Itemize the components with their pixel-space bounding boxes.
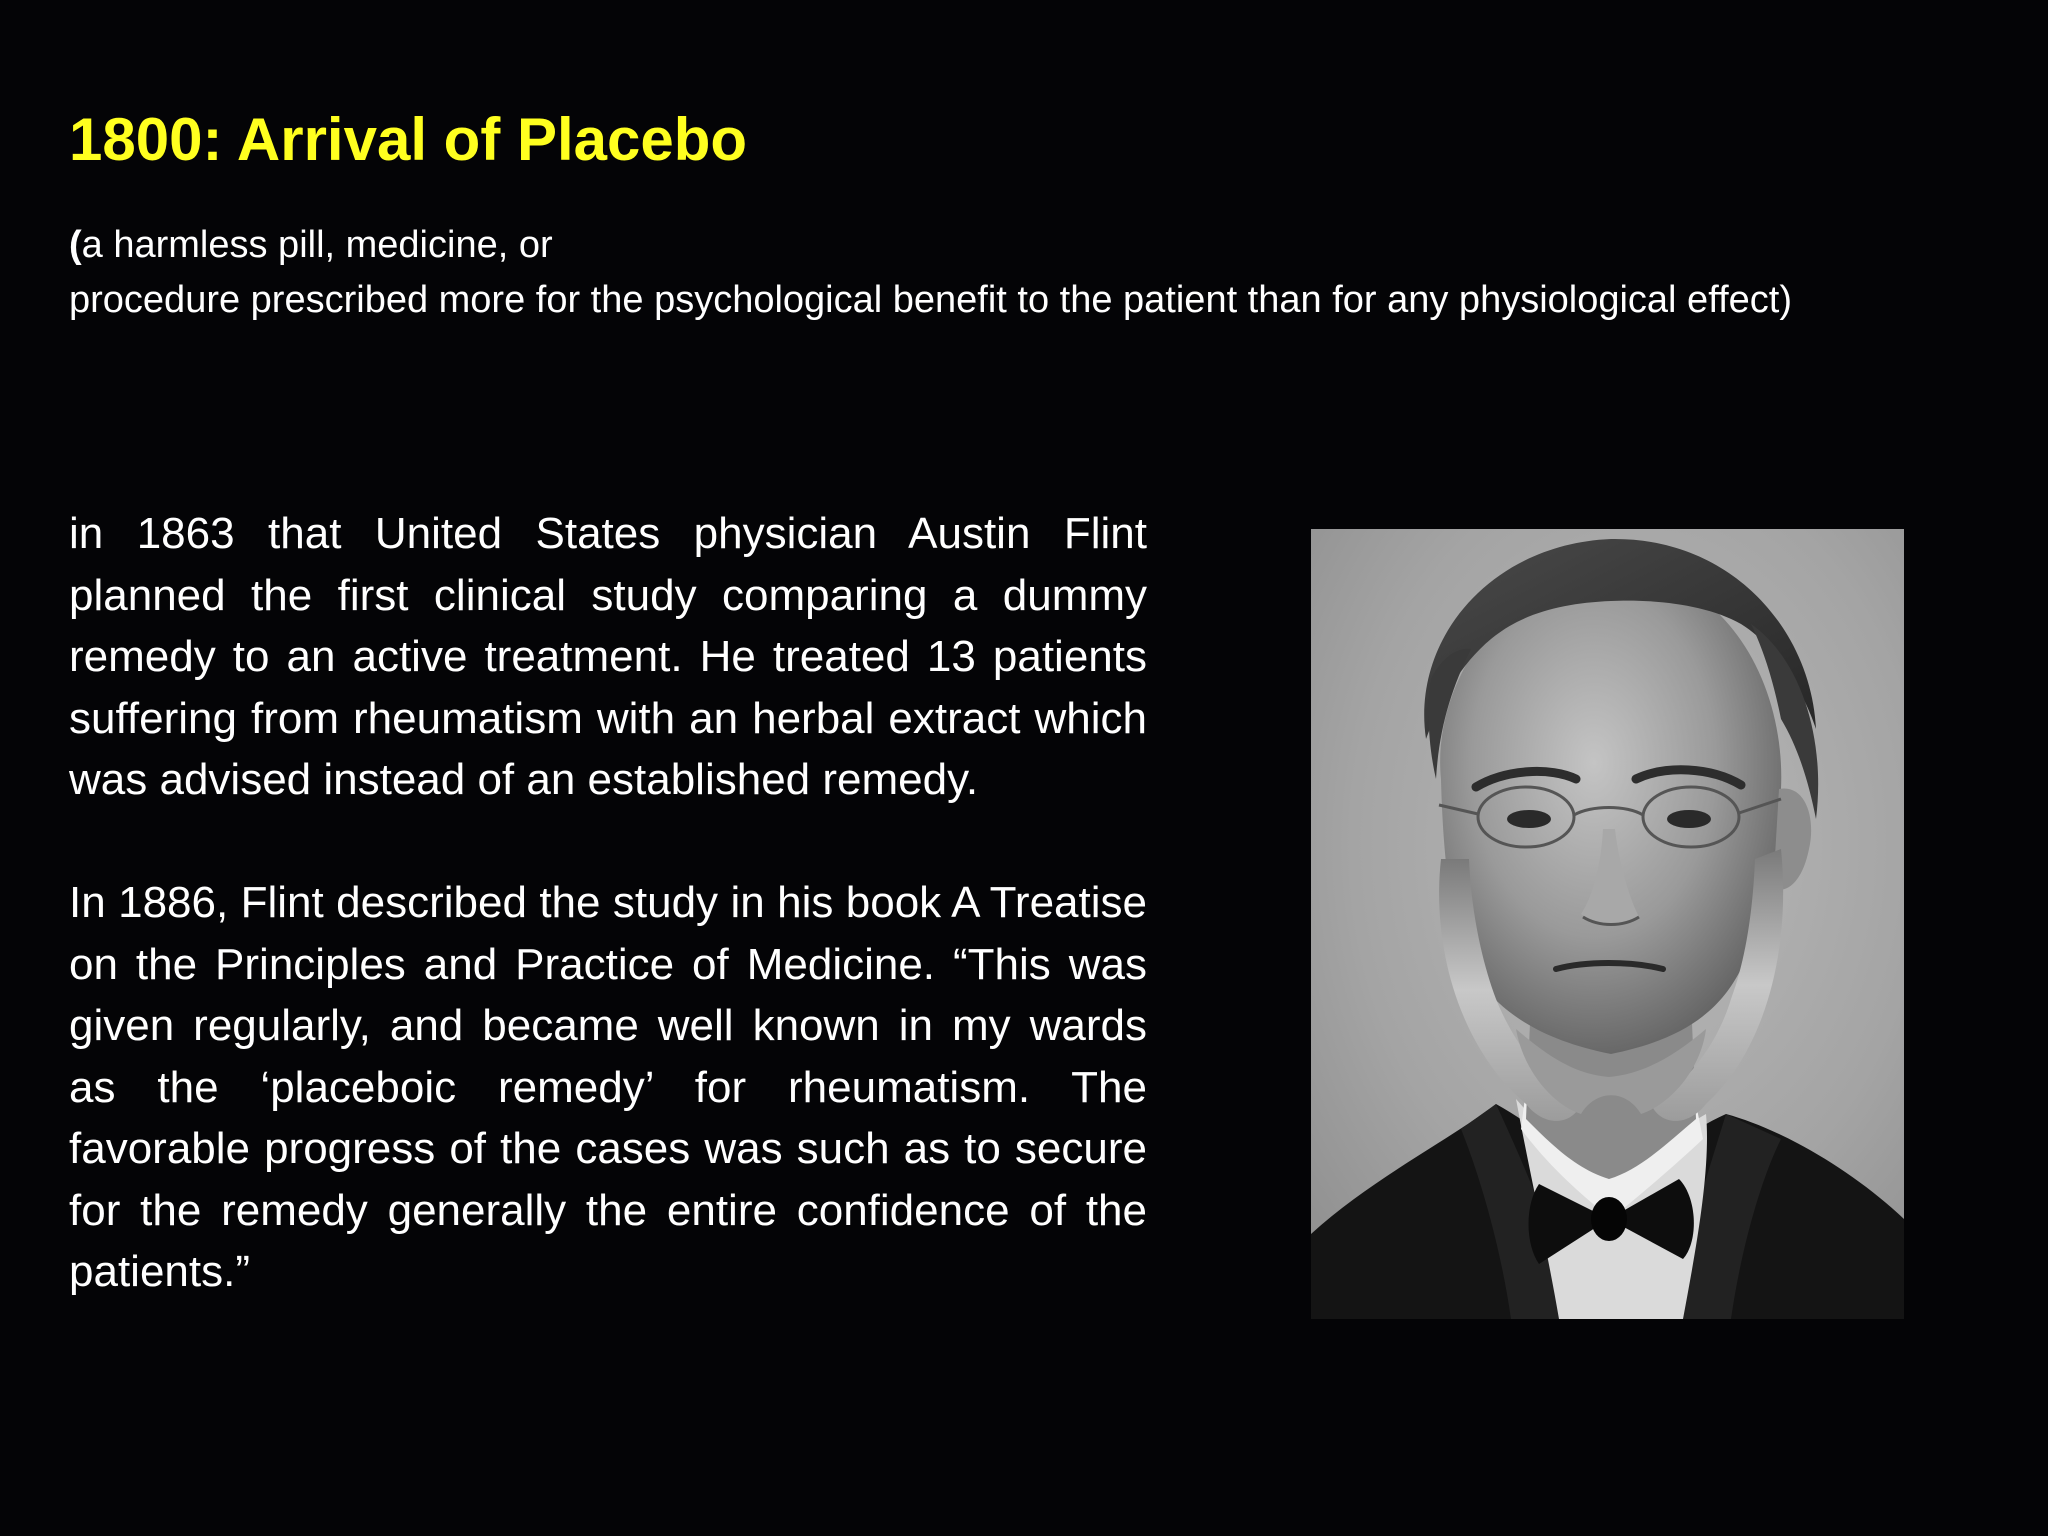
definition-open-paren: ( [69, 224, 82, 266]
definition-line-2: procedure prescribed more for the psychological benefit to the patient than for any physiological effect) [69, 279, 1792, 321]
paragraph-flint-study: in 1863 that United States physician Austin Flint planned the first clinical study comparing a dummy remedy to an active treatment. He treated 13 patients suffering from rheumatism with an herbal extract which was advised instead of an established remedy. [69, 509, 1147, 804]
paragraph-flint-treatise: In 1886, Flint described the study in his book A Treatise on the Principles and Practice of Medicine. “This was given regularly, and became well known in my wards as the ‘placeboic remedy’ for rheumatism. The favorable progress of the cases was such as to secure for the remedy generally the entire confidence of the patients.” [69, 878, 1147, 1296]
body-text [69, 503, 1147, 1303]
placebo-definition [69, 218, 2029, 328]
definition-text-1: a harmless pill, medicine, or [81, 224, 553, 266]
definition-line-1 [69, 218, 2029, 273]
slide-title: 1800: Arrival of Placebo [69, 106, 748, 173]
austin-flint-portrait [1311, 529, 1904, 1319]
